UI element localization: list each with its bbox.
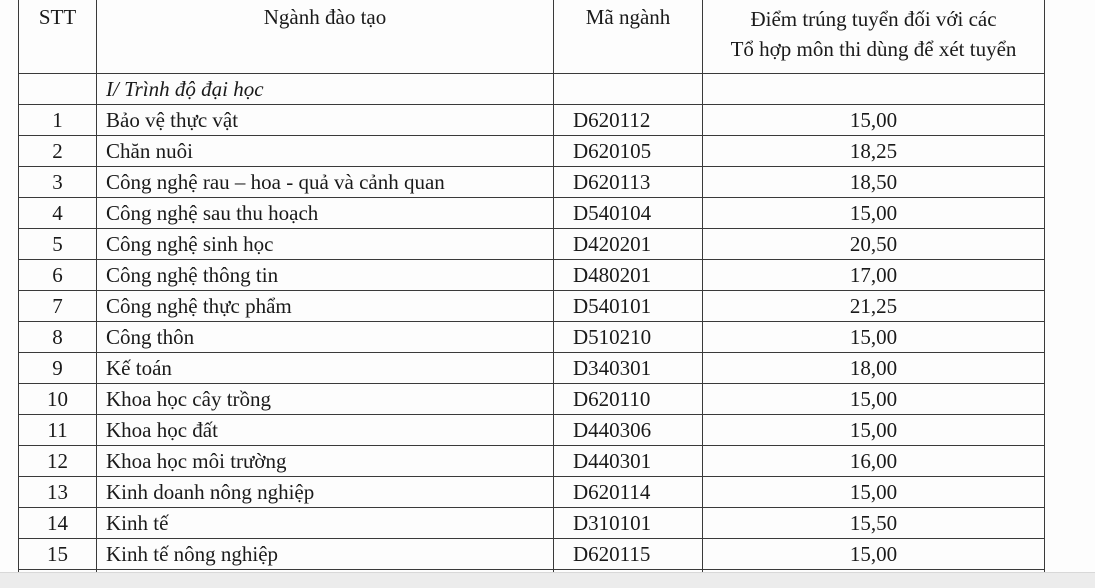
section-row	[19, 74, 1045, 105]
row-name: Công nghệ sinh học	[97, 229, 554, 260]
row-score: 18,25	[703, 136, 1045, 167]
row-code: D340301	[554, 353, 703, 384]
row-stt: 12	[19, 446, 97, 477]
row-stt: 6	[19, 260, 97, 291]
row-name: Công nghệ rau – hoa - quả và cảnh quan	[97, 167, 554, 198]
row-name: Kế toán	[97, 353, 554, 384]
row-stt: 11	[19, 415, 97, 446]
row-name: Bảo vệ thực vật	[97, 105, 554, 136]
row-score: 16,00	[703, 446, 1045, 477]
table-row	[19, 384, 1045, 415]
row-code: D620110	[554, 384, 703, 415]
table-row	[19, 291, 1045, 322]
row-code: D540101	[554, 291, 703, 322]
row-code: D310101	[554, 508, 703, 539]
table-row	[19, 415, 1045, 446]
header-score-line1: Điểm trúng tuyển đối với các	[750, 7, 997, 31]
row-score: 15,00	[703, 415, 1045, 446]
row-code: D440306	[554, 415, 703, 446]
row-name: Khoa học môi trường	[97, 446, 554, 477]
row-name: Khoa học đất	[97, 415, 554, 446]
row-stt: 15	[19, 539, 97, 570]
table-row	[19, 136, 1045, 167]
section-code-cell	[554, 74, 703, 105]
row-code: D620113	[554, 167, 703, 198]
table-row	[19, 105, 1045, 136]
row-name: Chăn nuôi	[97, 136, 554, 167]
table-header-row	[19, 0, 1045, 74]
row-score: 21,25	[703, 291, 1045, 322]
header-stt: STT	[19, 0, 97, 74]
table-row	[19, 353, 1045, 384]
row-stt: 7	[19, 291, 97, 322]
row-code: D420201	[554, 229, 703, 260]
section-score-cell	[703, 74, 1045, 105]
table-row	[19, 198, 1045, 229]
row-code: D510210	[554, 322, 703, 353]
table-row	[19, 508, 1045, 539]
section-title: I/ Trình độ đại học	[97, 74, 554, 105]
row-score: 15,00	[703, 105, 1045, 136]
row-stt: 8	[19, 322, 97, 353]
header-code: Mã ngành	[554, 0, 703, 74]
row-stt: 4	[19, 198, 97, 229]
row-score: 15,00	[703, 198, 1045, 229]
row-stt: 10	[19, 384, 97, 415]
row-name: Kinh tế	[97, 508, 554, 539]
table-row	[19, 539, 1045, 570]
row-stt: 5	[19, 229, 97, 260]
row-stt: 9	[19, 353, 97, 384]
header-score-line2: Tổ hợp môn thi dùng để xét tuyển	[730, 37, 1017, 61]
header-name: Ngành đào tạo	[97, 0, 554, 74]
row-name: Công thôn	[97, 322, 554, 353]
row-name: Khoa học cây trồng	[97, 384, 554, 415]
table-row	[19, 446, 1045, 477]
row-code: D540104	[554, 198, 703, 229]
row-score: 17,00	[703, 260, 1045, 291]
row-code: D620115	[554, 539, 703, 570]
row-name: Công nghệ thực phẩm	[97, 291, 554, 322]
row-code: D620114	[554, 477, 703, 508]
row-score: 15,00	[703, 322, 1045, 353]
row-code: D480201	[554, 260, 703, 291]
row-code: D620105	[554, 136, 703, 167]
row-score: 18,00	[703, 353, 1045, 384]
table-row	[19, 167, 1045, 198]
row-stt: 14	[19, 508, 97, 539]
row-score: 20,50	[703, 229, 1045, 260]
row-name: Công nghệ thông tin	[97, 260, 554, 291]
table-row	[19, 477, 1045, 508]
row-stt: 13	[19, 477, 97, 508]
row-stt: 3	[19, 167, 97, 198]
row-score: 15,00	[703, 384, 1045, 415]
table-row	[19, 322, 1045, 353]
viewer-bottom-strip	[0, 572, 1095, 588]
row-score: 18,50	[703, 167, 1045, 198]
table-body	[19, 74, 1045, 585]
header-score	[703, 0, 1045, 74]
row-code: D620112	[554, 105, 703, 136]
row-score: 15,50	[703, 508, 1045, 539]
table-row	[19, 229, 1045, 260]
row-name: Kinh tế nông nghiệp	[97, 539, 554, 570]
row-score: 15,00	[703, 539, 1045, 570]
section-stt-cell	[19, 74, 97, 105]
row-score: 15,00	[703, 477, 1045, 508]
table-row	[19, 260, 1045, 291]
admission-scores-table	[18, 0, 1045, 585]
row-stt: 1	[19, 105, 97, 136]
row-name: Kinh doanh nông nghiệp	[97, 477, 554, 508]
row-stt: 2	[19, 136, 97, 167]
row-code: D440301	[554, 446, 703, 477]
row-name: Công nghệ sau thu hoạch	[97, 198, 554, 229]
